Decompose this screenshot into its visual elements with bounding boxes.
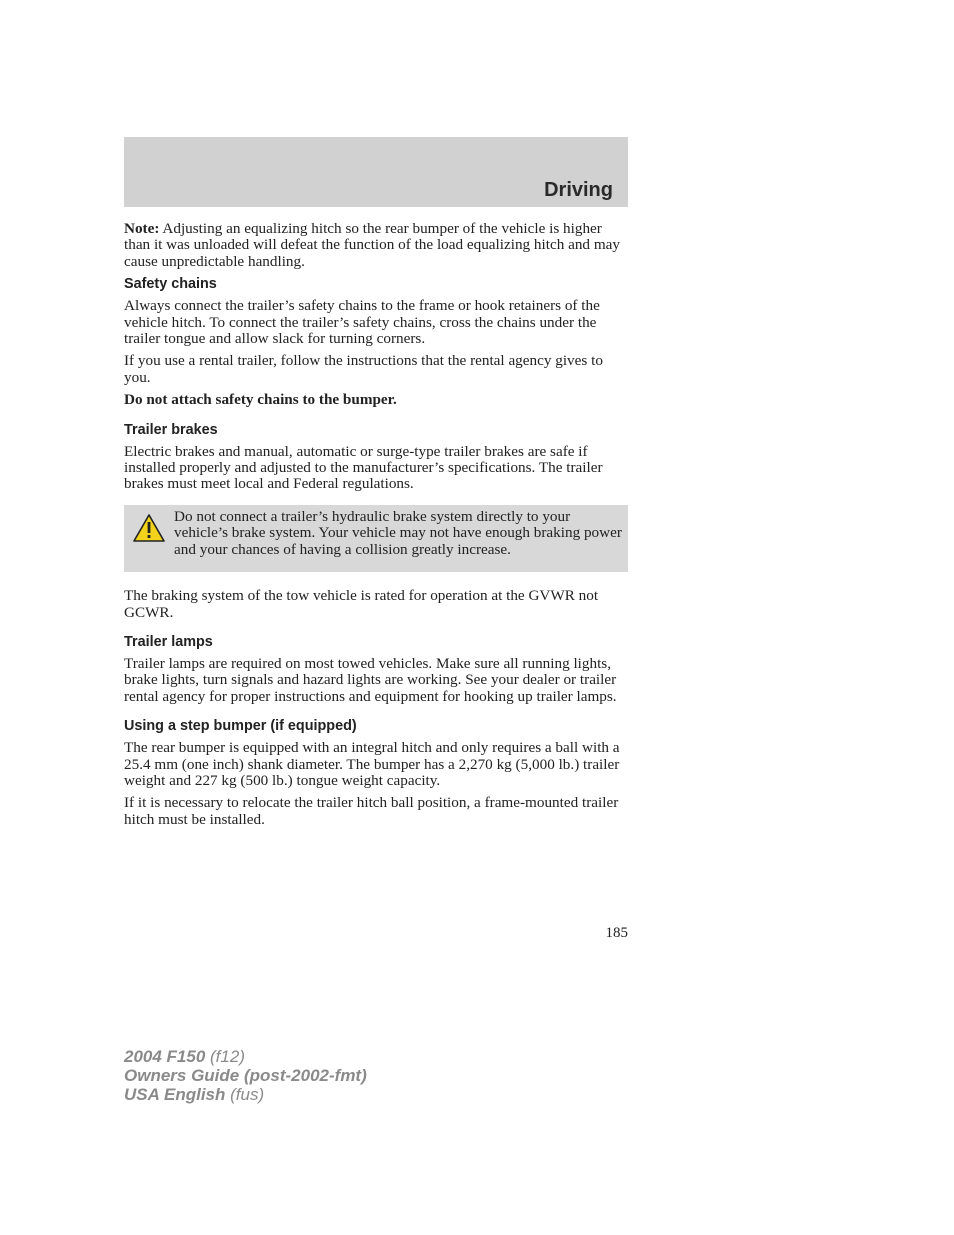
warning-text: Do not connect a trailer’s hydraulic brake system directly to your vehicle’s brake system. Your vehicle may not have enough braking power and your chances of having a collision greatly increase. [174,507,622,558]
safety-chains-paragraph-1: Always connect the trailer’s safety chains to the frame or hook retainers of the vehicle hitch. To connect the trailer’s safety chains, cross the chains under the trailer tongue and allow slack for turning corners. [124,297,600,348]
footer-line-language [124,1085,367,1104]
trailer-lamps-paragraph-1: Trailer lamps are required on most towed vehicles. Make sure all running lights, brake lights, turn signals and hazard lights are working. See your dealer or trailer rental agency for proper instructions and equipment for hooking up trailer lamps. [124,654,617,705]
warning-callout [124,505,628,572]
page-number: 185 [605,925,628,941]
heading-step-bumper: Using a step bumper (if equipped) [124,718,357,735]
trailer-brakes-paragraph-1: Electric brakes and manual, automatic or surge-type trailer brakes are safe if installed properly and adjusted to the manufacturer’s specifications. The trailer brakes must meet local and Federal regulations. [124,442,603,493]
trailer-brakes-paragraph-2: The braking system of the tow vehicle is rated for operation at the GVWR not GCWR. [124,587,599,621]
section-title: Driving [544,179,613,201]
footer-model-code: (f12) [205,1047,245,1066]
warning-triangle-icon [132,513,166,543]
footer-language: USA English [124,1085,226,1104]
note-paragraph [124,221,628,270]
heading-safety-chains: Safety chains [124,276,217,293]
note-label: Note: [124,220,160,237]
footer-line-guide [124,1066,367,1085]
step-bumper-paragraph-2: If it is necessary to relocate the trailer hitch ball position, a frame-mounted trailer hitch must be installed. [124,794,619,828]
footer-line-model [124,1047,367,1066]
note-text: Adjusting an equalizing hitch so the rear bumper of the vehicle is higher than it was unloaded will defeat the function of the load equalizing hitch and may cause unpredictable handling. [124,220,620,270]
step-bumper-paragraph-1: The rear bumper is equipped with an integral hitch and only requires a ball with a 25.4 mm (one inch) shank diameter. The bumper has a 2,270 kg (5,000 lb.) trailer weight and 227 kg (500 lb.) tongue weight capacity. [124,739,620,789]
footer-model: 2004 F150 [124,1047,206,1066]
document-footer [124,1047,367,1104]
safety-chains-bold-warning: Do not attach safety chains to the bumper. [124,391,397,409]
safety-chains-paragraph-2: If you use a rental trailer, follow the instructions that the rental agency gives to you. [124,352,603,386]
footer-language-code: (fus) [225,1085,265,1104]
heading-trailer-brakes: Trailer brakes [124,421,218,438]
page-content [124,221,628,834]
heading-trailer-lamps: Trailer lamps [124,633,213,650]
footer-guide: Owners Guide (post-2002-fmt) [124,1066,367,1085]
section-header-band [124,137,628,207]
